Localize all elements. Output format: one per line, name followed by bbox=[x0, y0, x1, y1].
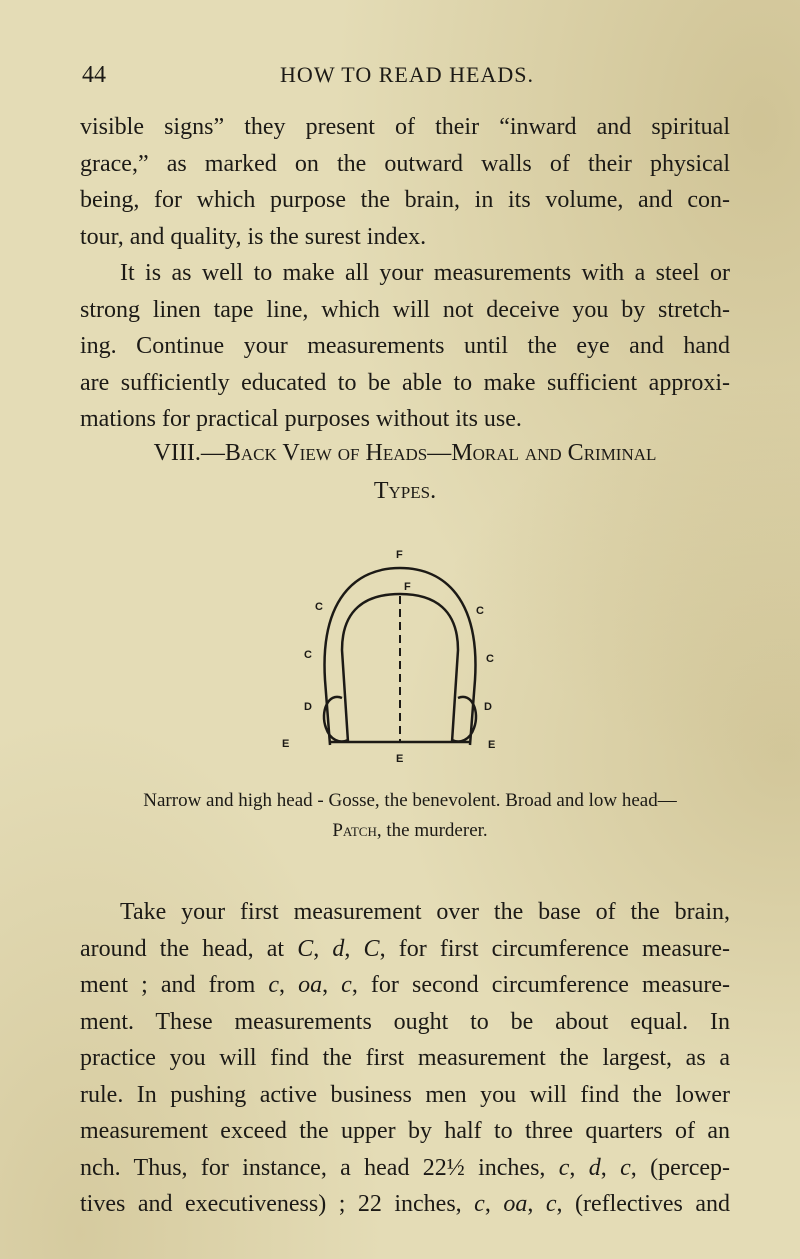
paragraph-line: rule. In pushing active business men you will find the lower bbox=[80, 1081, 730, 1108]
label-c-left-lower: C bbox=[304, 649, 312, 661]
variable-oa: oa bbox=[298, 972, 323, 998]
text-block-bottom bbox=[80, 894, 730, 1223]
paragraph-line bbox=[80, 967, 730, 1004]
paragraph-line bbox=[80, 931, 730, 968]
figure-caption bbox=[90, 786, 730, 846]
text-block-top bbox=[80, 109, 730, 438]
label-e-left: E bbox=[282, 738, 290, 750]
variable-c: C bbox=[297, 935, 314, 962]
section-heading bbox=[80, 434, 730, 510]
label-e-bottom: E bbox=[396, 753, 404, 765]
variable-c: c bbox=[268, 972, 279, 998]
paragraph-line: It is as well to make all your measurements with a steel or bbox=[120, 260, 730, 286]
label-f-outer: F bbox=[396, 549, 403, 561]
variable-c: c bbox=[545, 1191, 557, 1217]
section-heading-line-1: VIII.—Back View of Heads—Moral and Criminal bbox=[153, 440, 657, 466]
text-run: , bbox=[600, 1154, 621, 1181]
text-run: , bbox=[322, 972, 342, 998]
text-run: , for second circumference measure- bbox=[351, 972, 730, 998]
head-outline-diagram bbox=[270, 530, 530, 770]
variable-c: c bbox=[620, 1154, 631, 1181]
label-f-inner: F bbox=[404, 581, 411, 593]
paragraph-line: being, for which purpose the brain, in its volume, and con- bbox=[80, 187, 730, 213]
text-run: , (percep- bbox=[630, 1154, 731, 1181]
variable-c: C bbox=[363, 935, 380, 962]
paragraph-line: strong linen tape line, which will not deceive you by stretch- bbox=[80, 296, 730, 323]
paragraph-line: are sufficiently educated to be able to make sufficient approxi- bbox=[80, 369, 730, 396]
variable-d: d bbox=[332, 935, 345, 962]
text-run: nch. Thus, for instance, a head 22½ inches, bbox=[80, 1154, 559, 1181]
text-run: , bbox=[569, 1154, 589, 1181]
text-run: , bbox=[527, 1191, 546, 1217]
variable-c: c bbox=[341, 972, 352, 998]
variable-oa: oa bbox=[503, 1191, 528, 1217]
label-c-left-upper: C bbox=[315, 601, 323, 613]
caption-rest: the murderer. bbox=[381, 820, 488, 841]
head-outline-figure bbox=[270, 530, 530, 770]
paragraph-line: Take your first measurement over the base of the brain, bbox=[120, 899, 730, 925]
variable-c: c bbox=[558, 1154, 570, 1181]
label-c-right-lower: C bbox=[486, 653, 494, 665]
text-run: , for first circumference measure- bbox=[379, 935, 731, 962]
text-run: , (reflectives and bbox=[556, 1191, 731, 1217]
caption-line-1: Narrow and high head - Gosse, the benevolent. Broad and low head— bbox=[143, 790, 677, 811]
text-run: tives and executiveness) ; 22 inches, bbox=[80, 1191, 475, 1217]
paragraph-line bbox=[80, 1150, 730, 1187]
text-run: , bbox=[484, 1191, 504, 1217]
text-run: around the head, at bbox=[80, 935, 298, 962]
variable-c: c bbox=[474, 1191, 485, 1217]
paragraph-line: tour, and quality, is the surest index. bbox=[80, 223, 427, 250]
paragraph-line: ment. These measurements ought to be about equal. In bbox=[80, 1008, 730, 1035]
section-heading-line-2: Types. bbox=[373, 478, 437, 504]
paragraph-line: measurement exceed the upper by half to three quarters of an bbox=[80, 1118, 730, 1144]
paragraph-line: grace,” as marked on the outward walls of their physical bbox=[80, 150, 730, 177]
text-run: , bbox=[313, 935, 333, 962]
label-d-right: D bbox=[484, 701, 492, 713]
paragraph-line: ing. Continue your measurements until the eye and hand bbox=[80, 333, 730, 359]
paragraph-line bbox=[80, 1186, 730, 1223]
text-run: , bbox=[278, 972, 299, 998]
page-number: 44 bbox=[82, 62, 106, 88]
text-run: , bbox=[344, 935, 364, 962]
running-title: HOW TO READ HEADS. bbox=[280, 62, 534, 87]
paragraph-line: mations for practical purposes without its use. bbox=[80, 406, 522, 432]
label-e-right: E bbox=[488, 739, 496, 751]
running-head bbox=[82, 62, 732, 92]
label-d-left: D bbox=[304, 701, 312, 713]
paragraph-line: visible signs” they present of their “inward and spiritual bbox=[80, 114, 730, 140]
text-run: ment ; and from bbox=[80, 972, 269, 998]
variable-d: d bbox=[588, 1154, 601, 1181]
label-c-right-upper: C bbox=[476, 605, 484, 617]
paragraph-line: practice you will find the first measurement the largest, as a bbox=[80, 1045, 730, 1071]
caption-name-patch: Patch, bbox=[332, 820, 382, 841]
caption-line-2 bbox=[90, 816, 730, 846]
